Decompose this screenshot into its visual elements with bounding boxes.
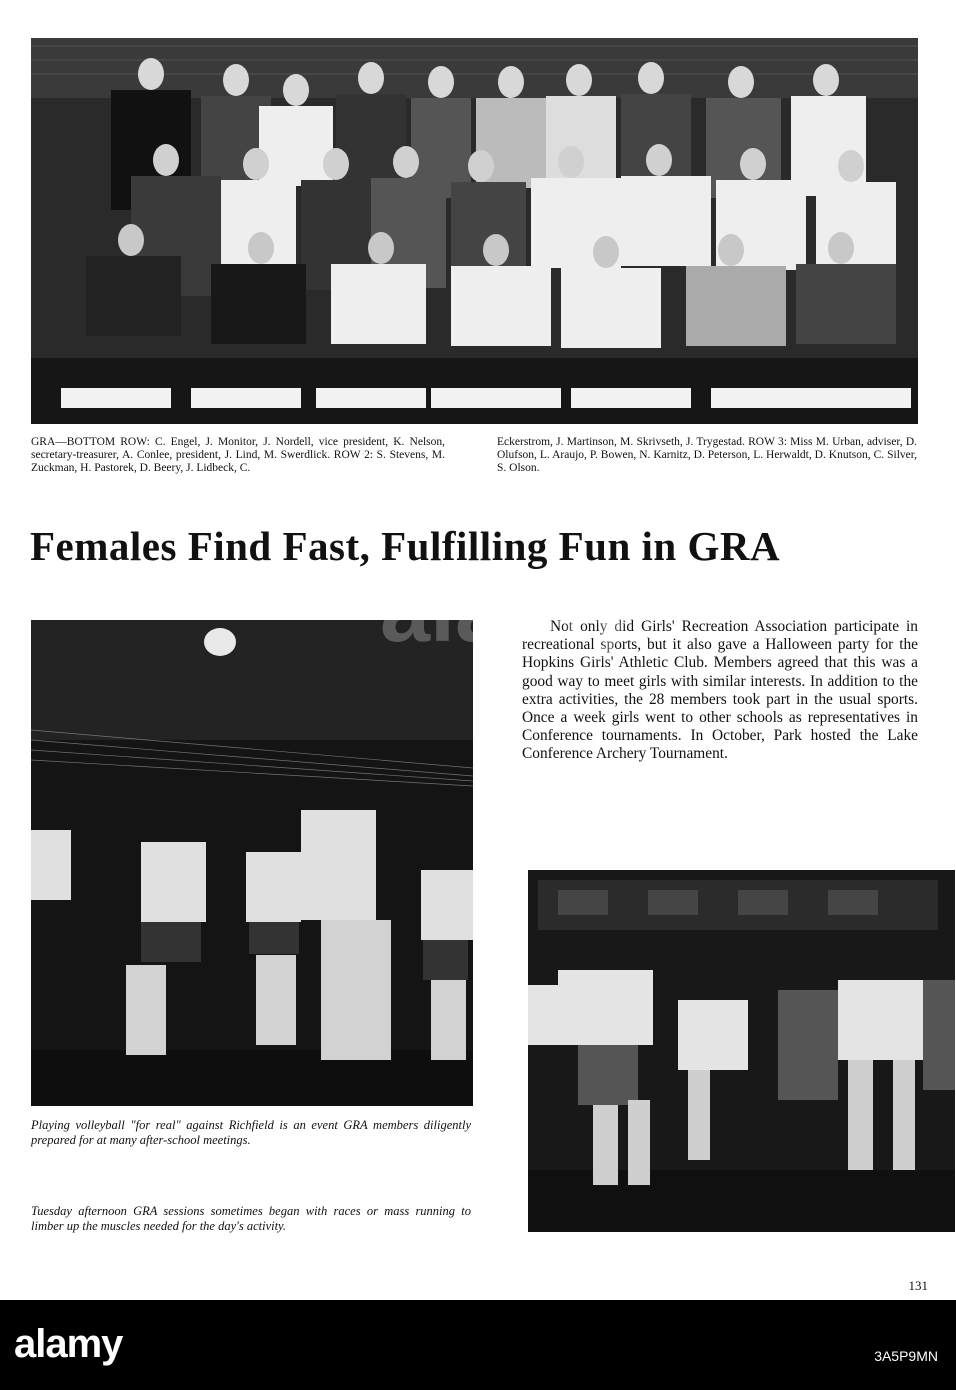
watermark: alamy	[380, 561, 636, 661]
article-body: Not only did Girls' Recreation Association participate in recreational sports, but it also gave a Halloween party for the Hopkins Girls' Athletic Club. Members agreed that this was a good way to meet girls with similar interests. In addition to the extra activities, the 28 members took part in the usual sports. Once a week girls went to other schools as representatives in Conference tournaments. In October, Park hosted the Lake Conference Archery Tournament.	[522, 618, 918, 763]
running-caption: Tuesday afternoon GRA sessions sometimes began with races or mass running to limber up the muscles needed for the day's activity.	[31, 1204, 471, 1233]
group-caption-col1: GRA—BOTTOM ROW: C. Engel, J. Monitor, J. Nordell, vice president, K. Nelson, secretary-treasurer, A. Conlee, president, J. Lind, M. Swerdlick. ROW 2: S. Stevens, M. Zuckman, H. Pastorek, D. Beery, J. Lidbeck, C.	[31, 436, 445, 474]
volleyball-photo	[31, 620, 473, 1106]
footer-image-ref: 3A5P9MN	[874, 1348, 938, 1364]
group-caption-col2: Eckerstrom, J. Martinson, M. Skrivseth, J. Trygestad. ROW 3: Miss M. Urban, adviser, D. Olufson, L. Araujo, P. Bowen, N. Karnitz, D. Peterson, L. Herwaldt, D. Knutson, C. Silver, S. Olson.	[497, 436, 917, 474]
headline: Females Find Fast, Fulfilling Fun in GRA	[30, 523, 781, 569]
running-photo	[528, 870, 955, 1232]
footer-logo[interactable]: alamy	[14, 1322, 123, 1366]
volleyball-caption: Playing volleyball "for real" against Richfield is an event GRA members diligently prepared for at many after-school meetings.	[31, 1118, 471, 1147]
stock-footer	[0, 1300, 956, 1390]
page-number: 131	[908, 1278, 928, 1293]
group-photo	[31, 38, 918, 424]
